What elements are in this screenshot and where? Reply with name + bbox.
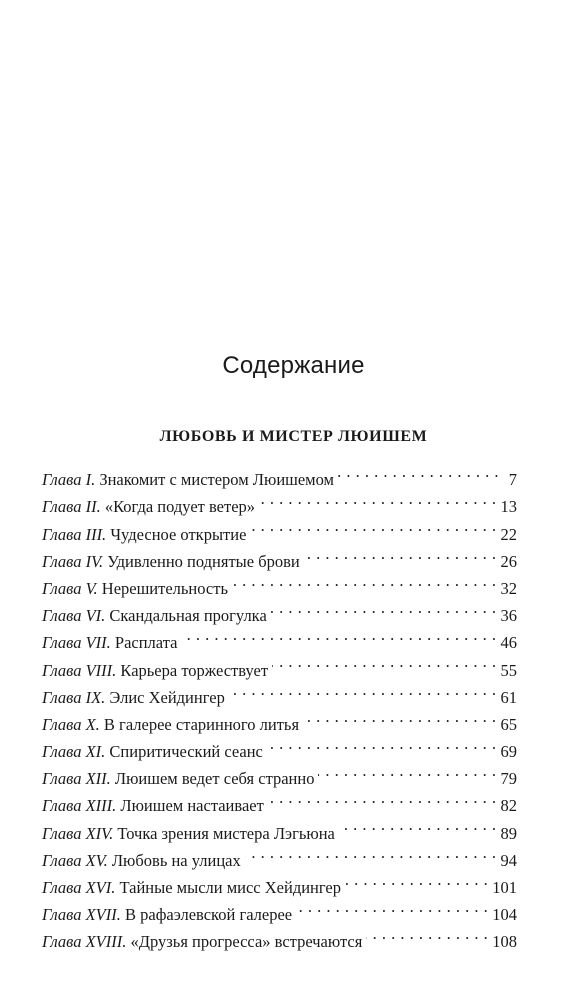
page-number: 26 [500, 551, 517, 571]
page-number: 32 [500, 578, 517, 598]
page-title: Содержание [222, 352, 365, 379]
page-number: 101 [492, 878, 517, 897]
dot-leader [345, 866, 488, 893]
chapter-number: Глава VII. [42, 633, 111, 653]
chapter-title: Элис Хейдингер [109, 687, 225, 707]
chapter-number: Глава XII. [42, 769, 111, 789]
chapter-title: Любовь на улицах [111, 850, 241, 870]
dot-leader [259, 485, 496, 512]
page-number: 36 [500, 606, 517, 626]
chapter-number: Глава V. [42, 578, 98, 598]
chapter-number: Глава XIV. [42, 823, 114, 843]
dot-leader [232, 567, 497, 594]
toc-entry [42, 458, 517, 490]
dot-leader [338, 458, 499, 485]
table-of-contents [42, 458, 517, 952]
chapter-number: Глава X. [42, 714, 100, 734]
dot-leader [245, 839, 497, 866]
dot-leader [267, 730, 497, 757]
section-title: ЛЮБОВЬ И МИСТЕР ЛЮИШЕМ [159, 428, 428, 445]
chapter-title: Тайные мысли мисс Хейдингер [119, 878, 342, 897]
chapter-title: Люишем ведет себя странно [114, 769, 315, 789]
page-number: 13 [500, 497, 517, 517]
page-number: 82 [500, 796, 517, 816]
page-number: 104 [492, 905, 517, 925]
chapter-number: Глава VIII. [42, 660, 117, 680]
dot-leader [296, 893, 488, 920]
chapter-number: Глава IX. [42, 687, 106, 707]
dot-leader [303, 703, 496, 730]
dot-leader [318, 757, 496, 784]
chapter-number: Глава I. [42, 470, 96, 490]
chapter-title: Расплата [114, 633, 178, 653]
chapter-title: Люишем настаивает [120, 796, 264, 816]
chapter-number: Глава XVIII. [42, 932, 127, 952]
chapter-number: Глава II. [42, 497, 101, 517]
chapter-title: Скандальная прогулка [109, 606, 267, 626]
chapter-number: Глава IV. [42, 551, 104, 571]
chapter-title: Карьера торжествует [120, 660, 269, 680]
chapter-number: Глава III. [42, 524, 107, 544]
chapter-title: В рафаэлевской галерее [124, 905, 293, 925]
chapter-title: Знакомит с мистером Люишемом [99, 470, 334, 490]
dot-leader [339, 811, 497, 838]
chapter-number: Глава XVI. [42, 878, 116, 897]
dot-leader [366, 920, 488, 947]
chapter-number: Глава VI. [42, 606, 106, 626]
chapter-number: Глава XIII. [42, 796, 117, 816]
dot-leader [181, 621, 496, 648]
dot-leader [304, 540, 497, 567]
chapter-number: Глава XV. [42, 850, 108, 870]
dot-leader [268, 784, 497, 811]
chapter-title: «Друзья прогресса» встречаются [130, 932, 363, 952]
dot-leader [250, 512, 496, 539]
page-number: 55 [500, 660, 517, 680]
chapter-title: «Когда подует ветер» [104, 497, 256, 517]
chapter-title: Спиритический сеанс [109, 742, 263, 762]
page-number: 108 [492, 932, 517, 952]
page-number: 79 [500, 769, 517, 789]
chapter-title: Точка зрения мистера Лэгьюна [117, 823, 335, 843]
chapter-title: Удивленно поднятые брови [107, 551, 300, 571]
page-number: 61 [500, 687, 517, 707]
chapter-title: Нерешительность [101, 578, 228, 598]
chapter-number: Глава XI. [42, 742, 106, 762]
page-number: 22 [500, 524, 517, 544]
dot-leader [272, 648, 496, 675]
chapter-title: В галерее старинного литья [103, 714, 300, 734]
page-number: 46 [500, 633, 517, 653]
chapter-number: Глава XVII. [42, 905, 121, 925]
page-number: 94 [500, 850, 517, 870]
page-number: 89 [500, 823, 517, 843]
page-number: 69 [500, 742, 517, 762]
dot-leader [271, 594, 497, 621]
page-number: 65 [500, 714, 517, 734]
page-number: 7 [508, 470, 517, 490]
chapter-title: Чудесное открытие [110, 524, 247, 544]
dot-leader [229, 676, 497, 703]
